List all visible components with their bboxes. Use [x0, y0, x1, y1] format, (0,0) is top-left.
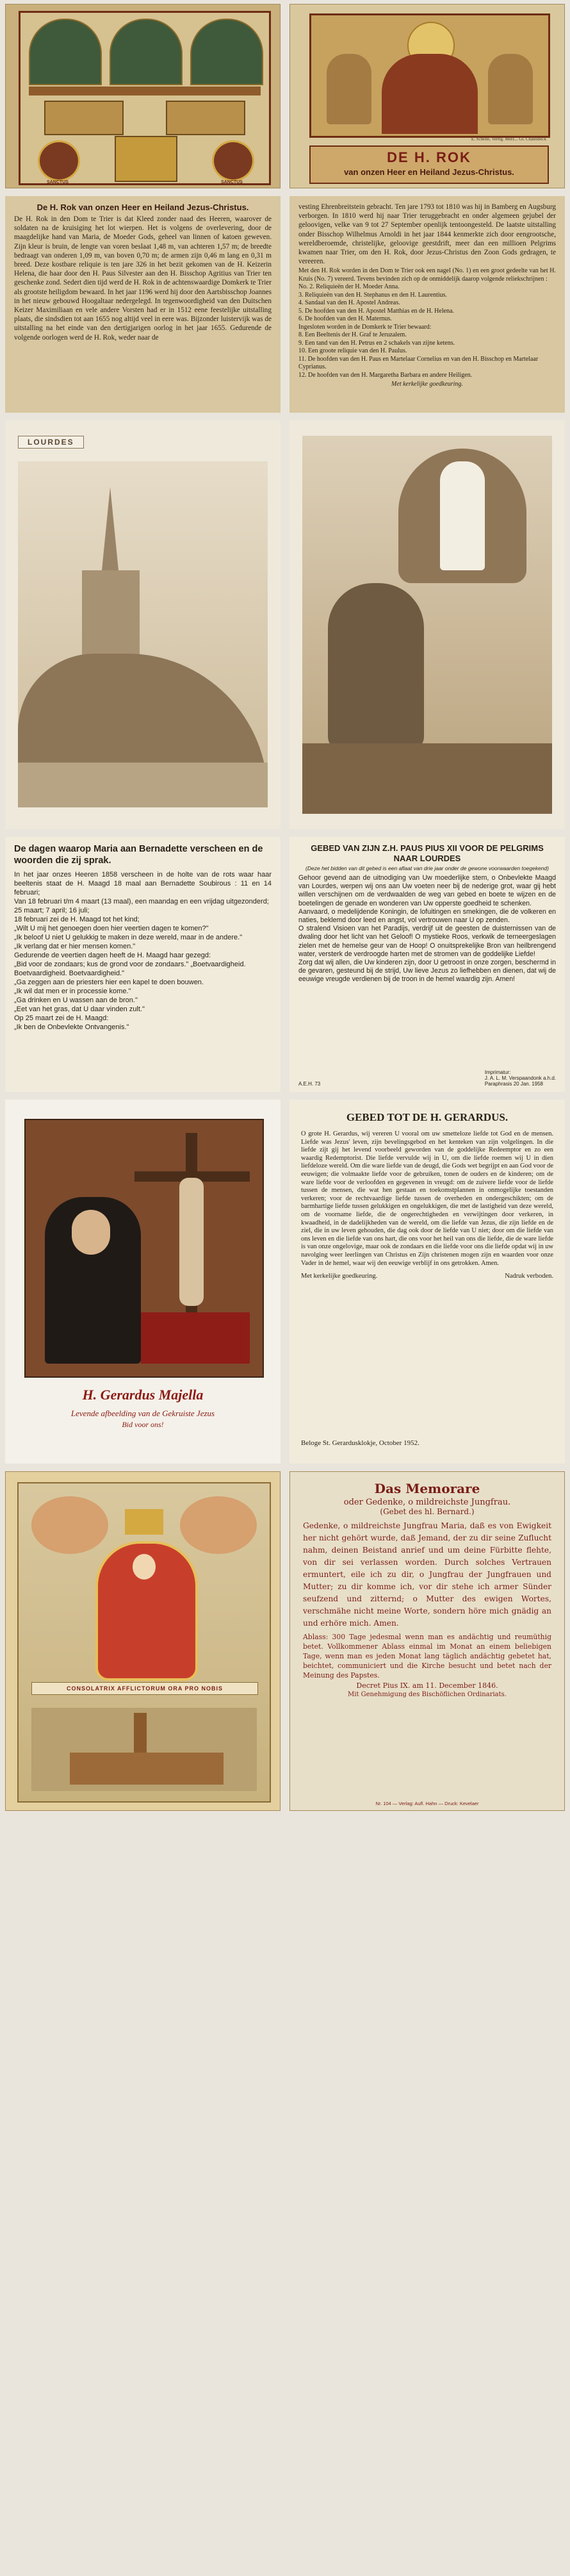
- card-title: DE H. ROK: [387, 149, 471, 165]
- gerardus-face: [72, 1210, 110, 1255]
- pius-sub: (Deze het bidden van dit gebed is een aflaat van drie jaar onder de gewone voorwaarden toegekend): [305, 865, 549, 871]
- crown: [125, 1509, 163, 1535]
- pius-body4: Zorg dat wij allen, die Uw kinderen zijn, door U getroost in onze zorgen, beschermd in de gevaren, gesteund bij de strijd, Uw lieve Jezus zo liefhebben en dienen, dat wij de eeuwige vreugde verdienen bij de troon in de hemel waardig zijn. Amen!: [298, 959, 556, 984]
- days-intro: In het jaar onzes Heeren 1858 verscheen in de holte van de rots waar haar beeltenis staat de H. Maagd 18 maal aan Bernadette Soubirous : 11 en 14 februari;: [14, 871, 272, 896]
- reliquary-print: [5, 4, 281, 188]
- publisher-line: E. Schelle, Vertrg. Merz... Gl. Chalesbeck: [471, 136, 546, 142]
- h-rok-right-body2: Met den H. Rok worden in den Dom te Trier ook een nagel (No. 1) en een groot gedeelte van het H. Kruis (No. 7) vereerd. Tevens bevinden zich op de onmiddelijk daarop volgende reliekschrijnen :: [298, 267, 556, 283]
- reliquary-shrine-center: [115, 136, 177, 182]
- card-strip-h-rok-text: [0, 192, 570, 417]
- pius-footer-right: [485, 1069, 556, 1087]
- reliquary-arch-center: [110, 19, 183, 85]
- reliquary-badge-right: SANCTUS: [221, 180, 243, 185]
- days-lines: [14, 897, 272, 1032]
- basilica-spire: [101, 487, 119, 577]
- card-strip-gerardus: [0, 1096, 570, 1467]
- gerardus-caption-title: H. Gerardus Majella: [82, 1387, 204, 1403]
- memorare-footer: Nr. 104 — Verlag: Aufl. Hahn — Druck: Kevelaer: [375, 1801, 479, 1806]
- imprimatur-name: J. A. L. M. Verspaandonk a.h.d.: [484, 1075, 556, 1081]
- lourdes-bernadette-card: [289, 420, 565, 829]
- relic-item: 12. De hoofden van den H. Margaretha Barbara en andere Heiligen.: [298, 371, 473, 379]
- days-line: Op 25 maart zei de H. Maagd:: [14, 1014, 109, 1022]
- h-rok-title-card: [289, 4, 565, 188]
- memorare-indulgence: Ablass: 300 Tage jedesmal wenn man es andächtig und reumüthig betet. Vollkommener Ablass einmal im Monat an einem beliebigen Tage, wenn man es jeden Monat lang täglich andächtig gebetet hat, beichtet, communiciert und die Kirche besucht und betet nach der Meinung des Papstes.: [303, 1633, 551, 1680]
- christ-figure: [179, 1178, 204, 1306]
- days-line: „Ik verlang dat er hier mensen komen.": [14, 943, 136, 950]
- relic-item: 4. Sandaal van den H. Apostel Andreas.: [298, 299, 400, 307]
- days-line: Gedurende de veertien dagen heeft de H. Maagd haar gezegd:: [14, 952, 211, 959]
- relic-item: 10. Een groote reliquie van den H. Paulus.: [298, 347, 407, 355]
- pius-body: Gehoor gevend aan de uitnodiging van Uw moederlijke stem, o Onbevlekte Maagd van Lourdes, werpen wij ons aan Uw voeten neer bij de nederige grot, waar gij hebt willen verschijnen om de verdwaalden de weg van gebed en boete te wijzen en de boetelingen de genade en wonderen van Uw opperste goedheid te schenken.: [298, 874, 556, 907]
- days-line: „Ga zeggen aan de priesters hier een kapel te doen bouwen.: [14, 978, 204, 986]
- pius-body3: O stralend Visioen van het Paradijs, verdrijf uit de geesten de duisternissen van de dwaling door het licht van het Geloof! O mystieke Roos, verkwik de terneergeslagen zielen met de hemelse geur van de Hoop! O onuitsprekelijke Bron van heilbrengend water, versterk de verdroogde harten met de stromen van de goddelijke Liefde!: [298, 925, 556, 958]
- memorare-date: Decret Pius IX. am 11. December 1846.: [356, 1681, 498, 1690]
- title-box: [309, 145, 549, 184]
- days-line: „Ik ben de Onbevlekte Ontvangenis.": [14, 1023, 129, 1031]
- card-subtitle: van onzen Heer en Heiland Jezus-Christus.: [344, 167, 514, 177]
- h-rok-text-left: [5, 196, 281, 413]
- relics-note: Ingesloten worden in de Domkerk te Trier bewaard:: [298, 323, 432, 331]
- pius-footer: [298, 1069, 556, 1087]
- relic-item: 5. De hoofden van den H. Apostel Matthias en de H. Helena.: [298, 307, 454, 315]
- h-rok-heading: De H. Rok van onzen Heer en Heiland Jezus-Christus.: [37, 202, 249, 212]
- gerardus-caption-tag: Bid voor ons!: [122, 1420, 164, 1429]
- days-line: „Wilt U mij het genoegen doen hier veertien dagen te komen?": [14, 925, 209, 932]
- gerardus-painting: [24, 1119, 264, 1378]
- church-view: [31, 1708, 257, 1791]
- relic-item: 8. Een Beeltenis der H. Graf te Jeruzalem.: [298, 331, 407, 339]
- river: [18, 763, 268, 807]
- days-line: „Bid voor de zondaars; kus de grond voor de zondaars." „Boetvaardigheid. Boetvaardigheid. Boetvaardigheid.": [14, 961, 246, 977]
- gerardus-caption-sub: Levende afbeelding van de Gekruiste Jezus: [70, 1408, 215, 1418]
- relics-list: [298, 283, 556, 379]
- lourdes-banner: LOURDES: [18, 436, 84, 449]
- angel-right: [180, 1496, 257, 1554]
- virgin-figure: [440, 461, 485, 570]
- kevelaer-illustration: [17, 1482, 271, 1803]
- gerardus-title: GEBED TOT DE H. GERARDUS.: [346, 1111, 509, 1123]
- pius-body2: Aanvaard, o medelijdende Koningin, de lofuitingen en smekingen, die de volkeren en naties, beklemd door leed en angst, vol vertrouwen naar U op zenden.: [298, 907, 556, 925]
- days-line: 25 maart; 7 april; 16 juli;: [14, 907, 90, 914]
- table-red: [141, 1312, 250, 1364]
- days-line: 18 februari zei de H. Maagd tot het kind;: [14, 916, 140, 923]
- madonna-face: [133, 1554, 156, 1580]
- relic-item: 3. Reliquieën van den H. Stephanus en den H. Laurentius.: [298, 291, 447, 299]
- reliquary-chest-right: [166, 101, 245, 135]
- gerardus-prayer-card: [289, 1100, 565, 1464]
- gerardus-approval: Met kerkelijke goedkeuring.: [301, 1273, 378, 1280]
- memorare-body: Gedenke, o mildreichste Jungfrau Maria, daß es von Ewigkeit her nicht gehört wurde, daß Jemand, der zu dir seine Zuflucht nahm, deinen Beistand anrief und um deine Fürbitte flehte, von dir sei verlassen worden. Durch solches Vertrauen ermuntert, eile ich zu dir, o Jungfrau der Jungfrauen und Mutter; zu dir komme ich, vor dir stehe ich armer Sünder seufzend und zitternd; o Mutter des ewigen Wortes, verschmähe nicht meine Worte, sondern höre mich gnädig an und erhöre mich. Amen.: [303, 1521, 551, 1628]
- gerardus-reprint: Nadruk verboden.: [505, 1273, 553, 1280]
- h-rok-text-right: [289, 196, 565, 413]
- reliquary-medallion-left: [38, 140, 80, 181]
- basilica-illustration: [18, 461, 268, 807]
- bernadette-days-card: [5, 837, 281, 1092]
- reliquary-arch-right: [190, 19, 263, 85]
- card-strip-lourdes-art: [0, 417, 570, 833]
- church-roof: [70, 1753, 224, 1785]
- relic-item: 6. De hoofden van den H. Maternus.: [298, 315, 392, 323]
- reliquary-chest-left: [44, 101, 124, 135]
- days-heading: De dagen waarop Maria aan Bernadette verscheen en de woorden die zij sprak.: [14, 844, 263, 866]
- card-strip-lourdes-text: [0, 833, 570, 1096]
- h-rok-approval: Met kerkelijke goedkeuring.: [391, 381, 463, 388]
- bernadette-figure: [328, 583, 424, 750]
- gerardus-approval-row: [301, 1273, 553, 1280]
- reliquary-shelf: [29, 87, 261, 95]
- gerardus-image-card: [5, 1100, 281, 1464]
- gerardus-body: O grote H. Gerardus, wij vereren U vooral om uw smetteloze liefde tot God en de mensen. Liefde was Jezus' leven, zijn bevelingsgebod en het kenteken van zijn volgelingen. In die liefde zijt gij het levend voorbeeld geworden van de goddelijke Redeemptor en zo een waardig Redemptorist. Die liefde vervulde wij in U, om die liefde roemen wij U in dien liefdeloze wereld. Om die ware liefde van de deugd, die Gods wet begrijpt en aan God voor de eeuwigen; die volmaakte liefde voor de gebruiken, tonen de ouders en de kinderen; om de ware liefde voor de verloofden en gegevenen in vreugd: om de zuivere liefde voor de liefde tussen de mensen, die wat hen gestaan en toekomstplannen in onmogelijke toestanden verkeren; voor de rechtvaardige liefde tussen de overheden en ondergeschikten; om de barmhartige liefde tussen gelukkigen en ongelukkigen, die met de lastigheid van deze wereld, om de voorname liefde, die de ongerechtigheden en verwijtingen door verkeren, in kwaadheid, in de dadelijkheden van de wereld, om die liefde van Jezus, die zijn liefde en de ziel, die in uw leven gehouden, die dag ook door de liefde van U niet; door om die liefde van ons leven en die liefde van ons hart, die ons voor het heil van ons die liefde, die de ware liefde is van onze ongelovige, maar ook de zondaars en die liefde voor ons die liefde opdat wij in uw navolging weer leerlingen van Christus en Zijn christenen mogen zijn en waarden voor onze Vader in de hemel, waar wij den eeuwige verblijf in ons getrokken. Amen.: [301, 1130, 553, 1267]
- pius-prayer-card: [289, 837, 565, 1092]
- ground: [302, 743, 552, 814]
- angel-left: [327, 54, 371, 124]
- pius-heading: GEBED VAN ZIJN Z.H. PAUS PIUS XII VOOR DE PELGRIMS NAAR LOURDES: [311, 843, 544, 863]
- card-strip-h-rok-cover: [0, 0, 570, 192]
- relic-item: 9. Een tand van den H. Petrus en 2 schakels van zijne ketens.: [298, 339, 455, 347]
- angel-left: [31, 1496, 108, 1554]
- relic-item: No. 2. Reliquieën der H. Moeder Anna.: [298, 283, 400, 291]
- bernadette-illustration: [302, 436, 552, 814]
- days-line: Van 18 februari t/m 4 maart (13 maal), een maandag en een vrijdag uitgezonderd;: [14, 898, 269, 905]
- days-line: „Ik beloof U niet U gelukkig te maken in deze wereld, maar in de andere.": [14, 934, 243, 941]
- saint-portrait: [309, 13, 550, 138]
- memorare-subtitle: oder Gedenke, o mildreichste Jungfrau.: [343, 1498, 511, 1507]
- gerardus-footer: Beloge St. Gerardusklokje, October 1952.: [301, 1439, 419, 1447]
- lourdes-basilica-card: [5, 420, 281, 829]
- memorare-approval: Mit Genehmigung des Bischöflichen Ordinariats.: [348, 1691, 507, 1698]
- saint-figure: [382, 54, 478, 134]
- imprimatur-date: Paraphrasis 20 Jan. 1958: [484, 1081, 543, 1087]
- angel-right: [488, 54, 533, 124]
- pius-footer-left: A.E.H. 73: [298, 1081, 321, 1087]
- h-rok-right-body: vesting Ehrenbreitstein gebracht. Ten jare 1793 tot 1810 was hij in Bamberg en Augsburg verborgen. In 1810 werd hij naar Trier teruggebracht en onder algemeen gejubel der geloovigen, velke van 9 tot 27 September openlijk tentoongesteld. De laatste uitstalling onder Bisschop Wilhelmus Arnoldi in het jaar 1844 kenmerkte zich door eengrootsche, wereldberoemde, christelijke, geloovige geestdrift, meer dan een millioen Pelgrims kwamen naar Trier, om den H. Rok, door Jezus-Christus den Zoon Gods gedragen, te vereeren.: [298, 203, 556, 266]
- reliquary-badge-left: SANCTUS: [47, 180, 69, 185]
- memorare-card: [289, 1471, 565, 1811]
- imprimatur: Imprimatur:: [484, 1069, 511, 1075]
- memorare-author: (Gebet des hl. Bernard.): [380, 1507, 475, 1516]
- days-line: „Ga drinken en U wassen aan de bron.": [14, 996, 138, 1004]
- kevelaer-banner: CONSOLATRIX AFFLICTORUM ORA PRO NOBIS: [31, 1682, 258, 1695]
- memorare-title: Das Memorare: [374, 1481, 480, 1496]
- days-line: „Ik wil dat men er in processie kome.": [14, 987, 131, 995]
- days-line: „Eet van het gras, dat U daar vinden zult.": [14, 1005, 145, 1013]
- kevelaer-image-card: [5, 1471, 281, 1811]
- reliquary-arch-left: [29, 19, 102, 85]
- h-rok-left-body: De H. Rok in den Dom te Trier is dat Kleed zonder naad des Heeren, waarover de soldaten na de kruisiging het lot wierpen. Het is volgens de overlevering, door de maagdelijke hand van Maria, de Moeder Gods, geheel van linnen of katoen geweven. Zijn kleur is bruin, de lengte van voren beslaat 1,48 m, van achteren 1,57 m; de breedte bedraagt van onderen 1,09 m, van boven 0,70 m; de armen zijn 0,46 m lang en 0,31 m breed. Deze kostbare reliquie is ten jare 326 in het bezit gekomen van de H. Keizerin Helena, die haar door den H. Paus Silvester aan den H. Bisschop Agritius van Trier ten geschenke zond. Sedert dien tijd werd de H. Rok in de achtenswaardige Domkerk te Trier als grootste heiligdom bewaard. In het jaar 1196 werd hij door den Aartsbisschop Joannes in het nieuw gebouwd Hoogaltaar nedergelegd. In tegenwoordigheid van den Duitschen Keizer Maximiliaan en vele andere Vorsten had er in 1512 eene feestelijke uitstalling plaats, die sindsdien tot aan 1655 nog altijd veel in eere was. Bijzonder luistervijk was de uitstalling na het einde van den dertigjarigen oorlog in het jaar 1655. Gedurende de volgende oorlogen werd de H. Rok, weder naar de: [14, 215, 272, 342]
- basilica-body: [82, 570, 140, 666]
- card-strip-memorare: [0, 1467, 570, 2576]
- reliquary-medallion-right: [212, 140, 254, 181]
- relic-item: 11. De hoofden van den H. Paus en Martelaar Cornelius en van den H. Bisschop en Martelaar Cyprianus.: [298, 355, 539, 371]
